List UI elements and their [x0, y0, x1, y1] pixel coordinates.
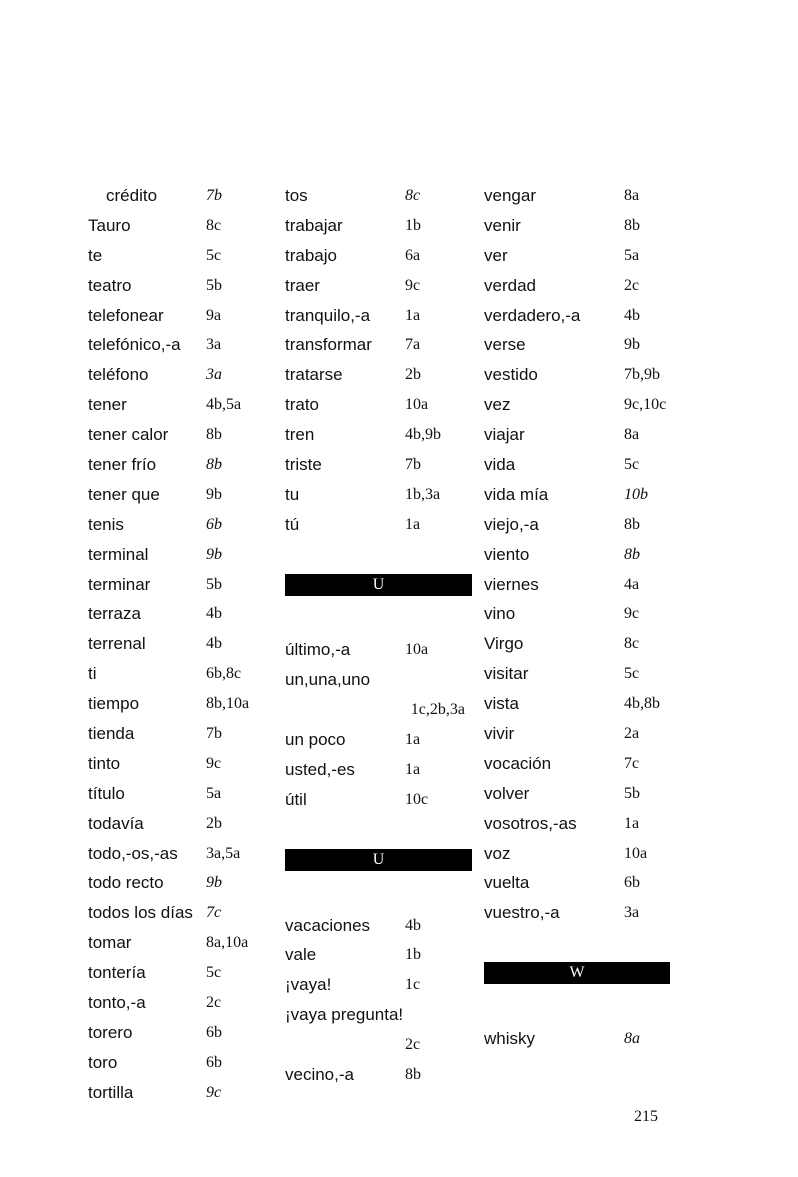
entry-word: transformar: [285, 335, 372, 355]
entry-reference: 10a: [624, 844, 648, 862]
entry-reference: 9b: [206, 874, 222, 892]
index-entry: [88, 1018, 273, 1048]
index-column-2: [285, 181, 475, 1090]
entry-reference: 2c: [624, 276, 640, 294]
entry-reference: 7a: [405, 336, 421, 354]
entry-word: tonto,-a: [88, 993, 146, 1013]
index-entry: [484, 570, 684, 600]
entry-word: ¡vaya pregunta!: [285, 1005, 404, 1025]
index-entry: [88, 480, 273, 510]
entry-word: vocación: [484, 753, 552, 773]
entry-word: teatro: [88, 275, 132, 295]
entry-word: volver: [484, 783, 530, 803]
entry-reference: 3a: [206, 336, 222, 354]
index-entry: [88, 510, 273, 540]
index-entry: [285, 1000, 475, 1030]
entry-reference: 4b: [405, 916, 421, 934]
entry-reference: 5c: [206, 246, 222, 264]
index-entry: [484, 659, 684, 689]
index-entry: [88, 928, 273, 958]
index-entry: [484, 898, 684, 928]
entry-word: Tauro: [88, 215, 131, 235]
entry-reference: 1a: [405, 306, 421, 324]
entry-word: tiempo: [88, 694, 140, 714]
index-entry: [484, 1024, 684, 1054]
index-entry: [88, 360, 273, 390]
entry-word: vestido: [484, 365, 538, 385]
entry-reference: 4b,5a: [206, 396, 242, 414]
index-entry: [484, 809, 684, 839]
index-entry: [285, 725, 475, 755]
entry-word: vista: [484, 694, 519, 714]
index-entry: [484, 629, 684, 659]
entry-reference: 9c: [206, 1083, 222, 1101]
entry-word: viejo,-a: [484, 514, 539, 534]
entry-word: vida mía: [484, 484, 549, 504]
entry-reference: 9c: [624, 605, 640, 623]
index-entry: [285, 181, 475, 211]
entry-reference: 4b: [206, 605, 222, 623]
entry-word: vacaciones: [285, 915, 371, 935]
entry-word: vengar: [484, 186, 536, 205]
entry-reference: 8b: [206, 426, 222, 444]
entry-reference: 6a: [405, 246, 421, 264]
index-entry: [88, 599, 273, 629]
entry-reference: 9a: [206, 306, 222, 324]
entry-reference: 6b: [206, 1023, 222, 1041]
entry-word: tinto: [88, 753, 121, 773]
entry-reference: 1a: [624, 814, 640, 832]
entry-reference: 5c: [624, 665, 640, 683]
entry-word: ti: [88, 664, 97, 684]
entry-reference: 5c: [624, 456, 640, 474]
entry-reference: 7b: [206, 725, 222, 743]
entry-reference: 10a: [405, 641, 429, 659]
entry-reference: 2c: [206, 994, 222, 1012]
entry-reference: 10a: [405, 396, 429, 414]
entry-word: vecino,-a: [285, 1065, 354, 1085]
index-entry: [88, 958, 273, 988]
entry-word: tontería: [88, 963, 146, 983]
entry-reference: 3a,5a: [206, 844, 241, 862]
entry-word: tener: [88, 395, 127, 415]
entry-word: todavía: [88, 813, 144, 833]
entry-word: vuelta: [484, 873, 530, 893]
index-entry: [285, 911, 475, 941]
entry-word: terrenal: [88, 634, 146, 654]
entry-word: tener frío: [88, 455, 157, 475]
entry-reference: 8a: [624, 426, 640, 444]
section-header-w: W: [484, 962, 670, 984]
index-entry: [88, 809, 273, 839]
entry-word: traer: [285, 275, 320, 295]
index-entry: [285, 940, 475, 970]
entry-word: tener que: [88, 484, 160, 504]
entry-word: viento: [484, 544, 530, 564]
index-entry: [88, 988, 273, 1018]
index-entry: [88, 749, 273, 779]
entry-word: trabajo: [285, 245, 337, 265]
entry-reference: 3a: [206, 366, 222, 384]
index-entry: [484, 719, 684, 749]
index-entry: [88, 390, 273, 420]
entry-word: vivir: [484, 724, 515, 744]
index-entry: [285, 665, 475, 695]
entry-reference: 2b: [206, 814, 222, 832]
entry-word: vuestro,-a: [484, 903, 560, 923]
entry-reference: 8b,10a: [206, 695, 250, 713]
index-entry: [88, 1078, 273, 1108]
index-entry: [484, 480, 684, 510]
index-entry: [88, 868, 273, 898]
entry-reference: 4a: [624, 575, 640, 593]
entry-word: tomar: [88, 933, 132, 953]
entry-reference: 8a,10a: [206, 934, 249, 952]
entry-word: tienda: [88, 724, 135, 744]
index-entry: [88, 629, 273, 659]
entry-reference: 8b: [405, 1066, 421, 1084]
index-entry: [285, 970, 475, 1000]
entry-reference: 9b: [206, 545, 222, 563]
entry-word: terraza: [88, 604, 141, 624]
index-entry: [88, 689, 273, 719]
entry-word: crédito: [106, 186, 158, 205]
entry-word: útil: [285, 789, 307, 809]
index-entry: [88, 241, 273, 271]
entry-word: trato: [285, 395, 320, 415]
entry-reference: 5b: [624, 784, 640, 802]
index-entry: [88, 330, 273, 360]
entry-reference: 8a: [624, 1030, 640, 1048]
entry-reference: 8b: [624, 545, 640, 563]
index-entry: [285, 390, 475, 420]
entry-reference: 8b: [206, 456, 222, 474]
entry-word: vida: [484, 455, 516, 475]
entry-word: viernes: [484, 574, 539, 594]
entry-reference: 10b: [624, 485, 648, 503]
entry-reference: 1b,3a: [405, 485, 441, 503]
index-entry: [285, 241, 475, 271]
index-entry: [285, 695, 475, 725]
entry-reference: 9b: [624, 336, 640, 354]
index-entry: [88, 301, 273, 331]
entry-word: torero: [88, 1022, 133, 1042]
index-entry: [484, 450, 684, 480]
index-entry: [88, 181, 273, 211]
entry-word: tren: [285, 425, 315, 445]
entry-word: vez: [484, 395, 511, 415]
entry-reference: 1b: [405, 946, 421, 964]
index-entry: [88, 540, 273, 570]
entry-reference: 9b: [206, 485, 222, 503]
entry-word: visitar: [484, 664, 529, 684]
index-entry: [88, 1048, 273, 1078]
entry-word: ¡vaya!: [285, 975, 332, 995]
entry-word: verdad: [484, 275, 536, 295]
entry-word: terminar: [88, 574, 151, 594]
entry-word: un poco: [285, 730, 346, 750]
entry-word: usted,-es: [285, 760, 355, 780]
index-entry: [484, 749, 684, 779]
entry-word: último,-a: [285, 640, 351, 660]
entry-reference: 8b: [624, 515, 640, 533]
index-entry: [285, 635, 475, 665]
entry-reference: 2c: [405, 1036, 421, 1054]
entry-reference: 3a: [624, 904, 640, 922]
entry-word: tu: [285, 484, 300, 504]
index-entry: [484, 599, 684, 629]
entry-word: tos: [285, 186, 308, 205]
index-entry: [484, 839, 684, 869]
entry-word: vosotros,-as: [484, 813, 577, 833]
index-entry: [484, 390, 684, 420]
entry-reference: 4b: [624, 306, 640, 324]
entry-reference: 7b: [206, 187, 222, 204]
index-entry: [88, 659, 273, 689]
entry-reference: 6b: [206, 1053, 222, 1071]
entry-reference: 1c: [405, 976, 421, 994]
entry-reference: 4b: [206, 635, 222, 653]
index-entry: [285, 211, 475, 241]
index-entry: [484, 689, 684, 719]
entry-word: tratarse: [285, 365, 343, 385]
entry-word: tener calor: [88, 425, 169, 445]
index-entry: [285, 755, 475, 785]
entry-reference: 1c,2b,3a: [410, 701, 465, 719]
entry-word: tortilla: [88, 1082, 134, 1102]
index-entry: [484, 241, 684, 271]
index-entry: [88, 211, 273, 241]
entry-reference: 4b,8b: [624, 695, 660, 713]
entry-word: telefónico,-a: [88, 335, 181, 355]
entry-word: todo,-os,-as: [88, 843, 178, 863]
index-entry: [88, 420, 273, 450]
entry-word: un,una,uno: [285, 670, 371, 690]
entry-word: todo recto: [88, 873, 164, 893]
index-entry: [484, 779, 684, 809]
entry-reference: 1a: [405, 731, 421, 749]
entry-word: terminal: [88, 544, 149, 564]
entry-word: tú: [285, 514, 300, 534]
entry-word: te: [88, 245, 103, 265]
entry-reference: 9c: [405, 276, 421, 294]
entry-word: tranquilo,-a: [285, 305, 371, 325]
index-entry: [285, 360, 475, 390]
entry-reference: 7b: [405, 456, 421, 474]
entry-word: verse: [484, 335, 526, 355]
entry-reference: 2b: [405, 366, 421, 384]
entry-reference: 9c: [206, 754, 222, 772]
entry-reference: 6b: [206, 515, 222, 533]
entry-reference: 6b,8c: [206, 665, 242, 683]
entry-word: trabajar: [285, 215, 343, 235]
entry-reference: 8b: [624, 216, 640, 234]
index-entry: [88, 779, 273, 809]
index-entry: [285, 785, 475, 815]
entry-word: whisky: [484, 1029, 536, 1049]
index-entry: [484, 181, 684, 211]
index-entry: [484, 330, 684, 360]
index-entry: [285, 510, 475, 540]
entry-reference: 5a: [206, 784, 222, 802]
entry-reference: 8c: [405, 187, 421, 204]
entry-reference: 10c: [405, 790, 429, 808]
section-header-u: U: [285, 574, 472, 596]
index-entry: [285, 420, 475, 450]
page-number: 215: [634, 1108, 658, 1125]
index-entry: [88, 271, 273, 301]
index-entry: [88, 570, 273, 600]
index-column-3: [484, 181, 684, 1054]
entry-word: todos los días: [88, 903, 193, 923]
entry-reference: 5c: [206, 964, 222, 982]
index-entry: [484, 301, 684, 331]
entry-reference: 7b,9b: [624, 366, 660, 384]
entry-word: toro: [88, 1052, 118, 1072]
entry-reference: 8c: [624, 635, 640, 653]
entry-reference: 8a: [624, 187, 640, 204]
entry-reference: 1b: [405, 216, 421, 234]
entry-reference: 5a: [624, 246, 640, 264]
entry-word: vino: [484, 604, 516, 624]
entry-word: tenis: [88, 514, 124, 534]
entry-word: ver: [484, 245, 508, 265]
index-entry: [484, 360, 684, 390]
index-entry: [88, 898, 273, 928]
index-entry: [285, 1060, 475, 1090]
index-entry: [88, 839, 273, 869]
index-entry: [285, 1030, 475, 1060]
entry-word: voz: [484, 843, 511, 863]
entry-reference: 6b: [624, 874, 640, 892]
entry-word: verdadero,-a: [484, 305, 581, 325]
entry-word: viajar: [484, 425, 525, 445]
entry-word: venir: [484, 215, 521, 235]
entry-reference: 5b: [206, 276, 222, 294]
entry-word: triste: [285, 455, 322, 475]
index-column-1: [88, 181, 273, 1108]
entry-reference: 2a: [624, 725, 640, 743]
entry-reference: 5b: [206, 575, 222, 593]
index-entry: [484, 510, 684, 540]
index-entry: [285, 450, 475, 480]
entry-word: Virgo: [484, 634, 524, 654]
entry-reference: 1a: [405, 761, 421, 779]
index-entry: [484, 540, 684, 570]
index-entry: [88, 719, 273, 749]
index-entry: [484, 211, 684, 241]
entry-reference: 4b,9b: [405, 426, 441, 444]
index-entry: [88, 450, 273, 480]
entry-word: vale: [285, 945, 317, 965]
index-entry: [285, 330, 475, 360]
entry-reference: 7c: [624, 754, 640, 772]
index-entry: [285, 271, 475, 301]
index-entry: [484, 868, 684, 898]
index-entry: [484, 420, 684, 450]
section-header-v: U: [285, 849, 472, 871]
entry-word: título: [88, 783, 125, 803]
index-entry: [285, 480, 475, 510]
index-entry: [484, 271, 684, 301]
entry-word: telefonear: [88, 305, 164, 325]
entry-reference: 9c,10c: [624, 396, 667, 414]
entry-word: teléfono: [88, 365, 149, 385]
entry-reference: 1a: [405, 515, 421, 533]
index-entry: [285, 301, 475, 331]
entry-reference: 8c: [206, 216, 222, 234]
entry-reference: 7c: [206, 904, 222, 922]
